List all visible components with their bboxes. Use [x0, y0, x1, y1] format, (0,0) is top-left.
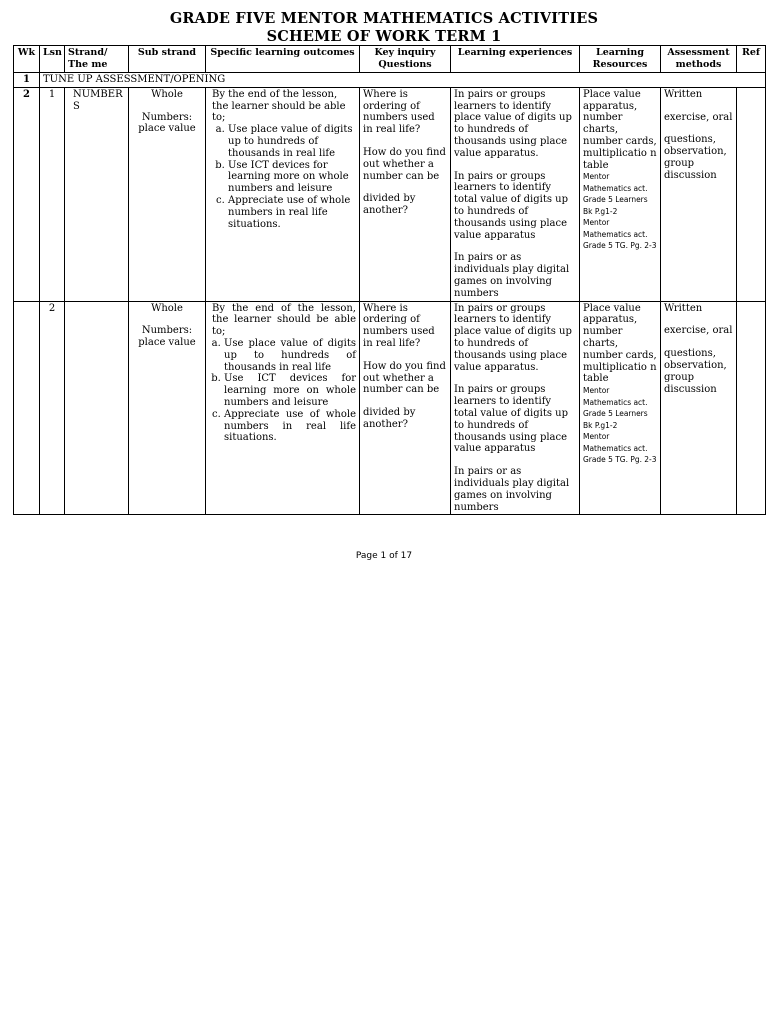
lesson-week: 2 [14, 87, 40, 301]
inquiry-question: How do you find out whether a number can be [363, 360, 446, 396]
lesson-assessment [661, 87, 737, 301]
lesson-ref [737, 301, 766, 515]
lesson-outcomes [206, 301, 360, 515]
lesson-inquiry [360, 301, 451, 515]
lesson-outcomes [206, 87, 360, 301]
strand-text: NUMBER S [73, 88, 123, 112]
experience-item: In pairs or groups learners to identify total value of digits up to hundreds of thousands using place value apparatus [454, 170, 569, 241]
lesson-resources [580, 301, 661, 515]
lesson-experiences [451, 301, 580, 515]
header-experiences: Learning experiences [451, 46, 580, 73]
lesson-strand [65, 87, 129, 301]
document-subtitle: SCHEME OF WORK TERM 1 [266, 28, 502, 45]
header-lsn: Lsn [40, 46, 65, 73]
assessment-line: questions, observation, group discussion [664, 348, 727, 395]
header-ref: Ref [737, 46, 766, 73]
header-wk: Wk [14, 46, 40, 73]
outcome-item: c. Appreciate use of whole numbers in real life situations. [228, 195, 356, 230]
outcomes-list [212, 338, 356, 444]
page-footer: Page 1 of 17 [355, 551, 413, 561]
experience-item: In pairs or as individuals play digital games on involving numbers [454, 252, 570, 299]
resources-ref: Mentor Mathematics act. Grade 5 TG. Pg. 2-3 [583, 431, 657, 465]
document-title: GRADE FIVE MENTOR MATHEMATICS ACTIVITIES [169, 10, 599, 27]
resources-ref: Mentor Mathematics act. Grade 5 Learners Bk P.g1-2 [583, 171, 648, 216]
assessment-line: Written [664, 302, 703, 314]
lesson-ref [737, 87, 766, 301]
outcome-item: b. Use ICT devices for learning more on whole numbers and leisure [224, 373, 356, 408]
inquiry-question: Where is ordering of numbers used in real life? [363, 88, 435, 136]
experience-item: In pairs or as individuals play digital games on involving numbers [454, 466, 570, 513]
header-inquiry: Key inquiry Questions [360, 46, 451, 73]
outcome-item: c. Appreciate use of whole numbers in real life situations. [224, 409, 356, 444]
experience-item: In pairs or groups learners to identify place value of digits up to hundreds of thousands using place value apparatus. [454, 88, 572, 159]
outcomes-intro: By the end of the lesson, the learner should be able to; [212, 88, 346, 124]
lesson-week [14, 301, 40, 515]
lesson-number: 1 [40, 87, 65, 301]
assessment-line: exercise, oral [664, 111, 733, 123]
lesson-resources [580, 87, 661, 301]
substrand-title: Whole [151, 88, 183, 100]
assessment-line: questions, observation, group discussion [664, 134, 727, 181]
scheme-of-work-table [13, 45, 766, 515]
substrand-title: Whole [151, 302, 183, 314]
inquiry-question: divided by another? [363, 193, 416, 217]
lesson-substrand [129, 87, 206, 301]
header-resources: Learning Resources [580, 46, 661, 73]
outcome-item: b. Use ICT devices for learning more on whole numbers and leisure [228, 160, 356, 195]
inquiry-question: How do you find out whether a number can be [363, 146, 446, 182]
lesson-substrand [129, 301, 206, 515]
substrand-topic: Numbers: place value [138, 111, 196, 135]
assessment-line: exercise, oral [664, 325, 733, 337]
lesson-assessment [661, 301, 737, 515]
experience-item: In pairs or groups learners to identify total value of digits up to hundreds of thousands using place value apparatus [454, 384, 569, 455]
lesson-row [14, 301, 766, 515]
lesson-number: 2 [40, 301, 65, 515]
opening-text: TUNE UP ASSESSMENT/OPENING [40, 73, 766, 88]
substrand-topic: Numbers: place value [138, 325, 196, 349]
assessment-line: Written [664, 88, 703, 100]
resources-ref: Mentor Mathematics act. Grade 5 Learners Bk P.g1-2 [583, 385, 648, 430]
resources-ref: Mentor Mathematics act. Grade 5 TG. Pg. 2-3 [583, 217, 657, 251]
header-outcomes: Specific learning outcomes [206, 46, 360, 73]
header-strand: Strand/ The me [65, 46, 129, 73]
header-assessment: Assessment methods [661, 46, 737, 73]
opening-week: 1 [14, 73, 40, 88]
inquiry-question: Where is ordering of numbers used in real life? [363, 302, 435, 349]
lesson-experiences [451, 87, 580, 301]
outcome-item: a. Use place value of digits up to hundreds of thousands in real life [224, 338, 356, 373]
inquiry-question: divided by another? [363, 407, 416, 430]
lesson-strand [65, 301, 129, 515]
outcomes-intro: By the end of the lesson, the learner should be able to; [212, 302, 356, 338]
lesson-inquiry [360, 87, 451, 301]
experience-item: In pairs or groups learners to identify place value of digits up to hundreds of thousands using place value apparatus. [454, 302, 572, 373]
header-substrand: Sub strand [129, 46, 206, 73]
header-row [14, 46, 766, 73]
lesson-row [14, 87, 766, 301]
resources-main: Place value apparatus, number charts, number cards, multiplicatio n table [583, 88, 657, 171]
resources-main: Place value apparatus, number charts, number cards, multiplicatio n table [583, 302, 657, 385]
opening-row [14, 73, 766, 88]
outcomes-list [212, 124, 356, 230]
outcome-item: a. Use place value of digits up to hundreds of thousands in real life [228, 124, 356, 159]
